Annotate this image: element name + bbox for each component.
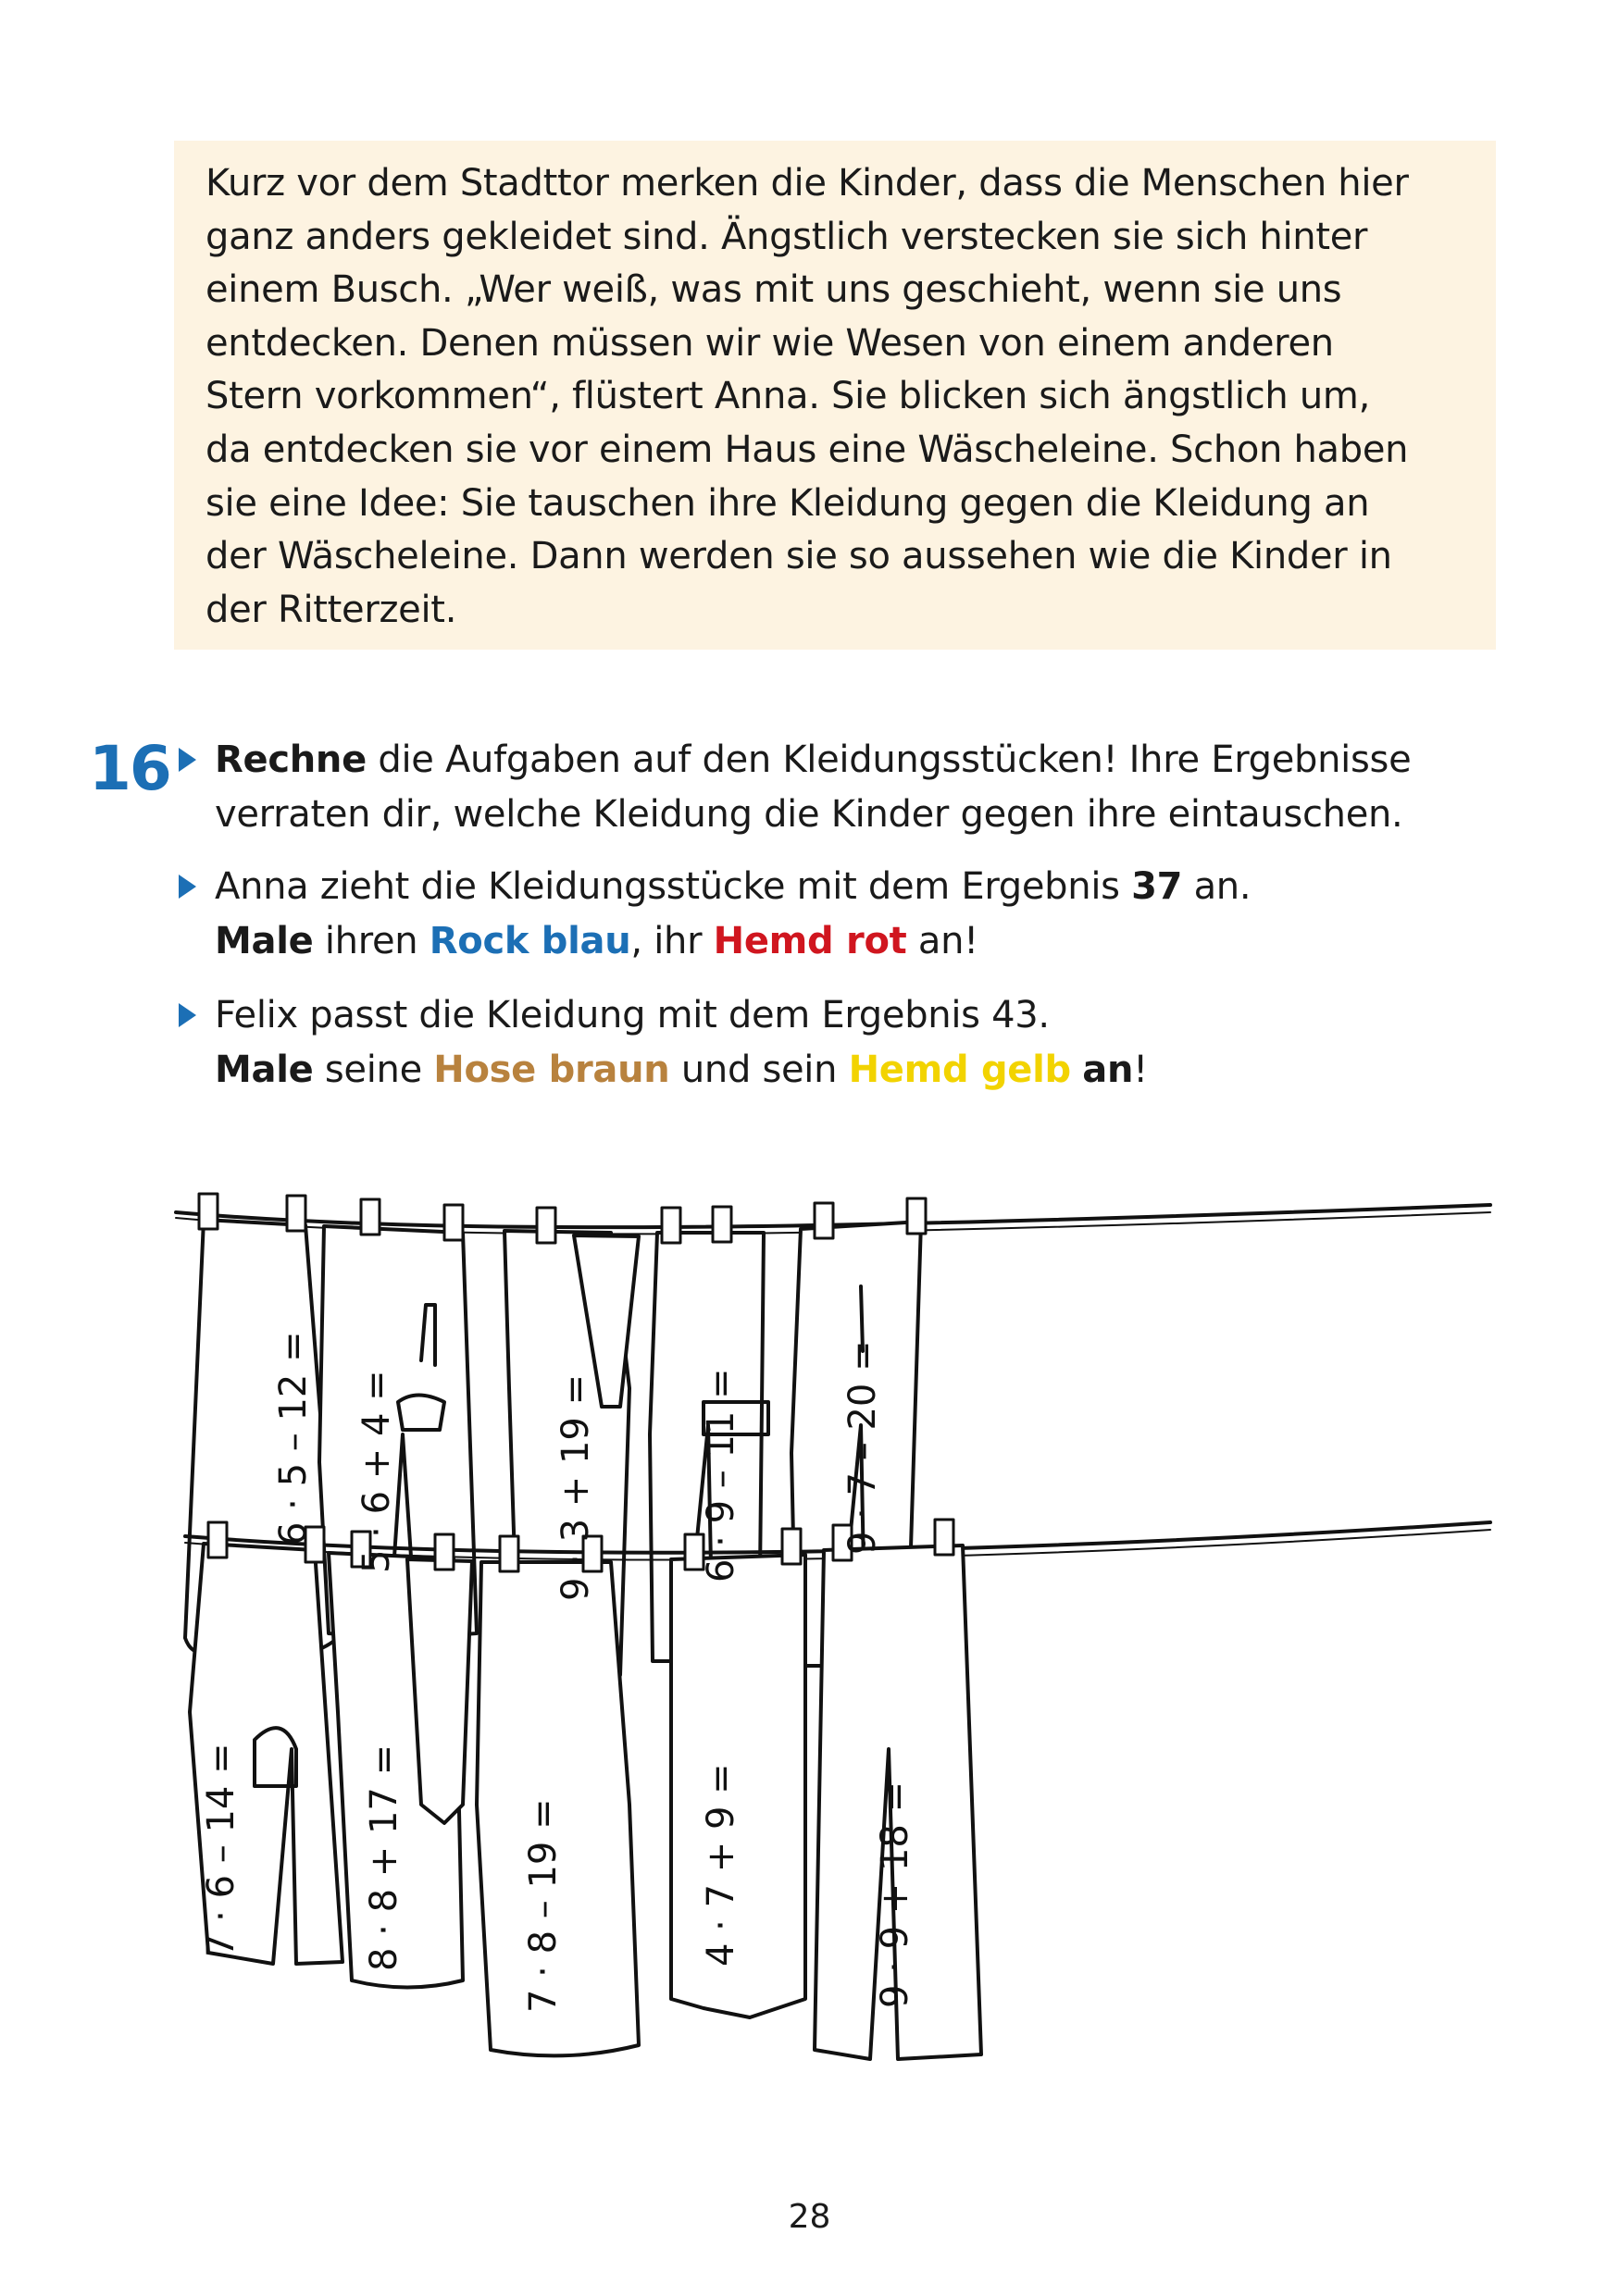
text: seine [313, 1049, 434, 1091]
instruction-line [174, 733, 1516, 788]
story-line: ganz anders gekleidet sind. Ängstlich verstecken sie sich hinter [205, 215, 1368, 258]
instruction-line: verraten dir, welche Kleidung die Kinder gegen ihre eintauschen. [215, 793, 1403, 836]
bold-word: an [1082, 1049, 1134, 1091]
text: an! [906, 920, 978, 962]
task-label: 9 · 7 – 20 = [841, 1340, 884, 1555]
story-line: da entdecken sie vor einem Haus eine Wäscheleine. Schon haben [205, 428, 1409, 471]
bullet-triangle-icon [179, 875, 196, 899]
text: , ihr [630, 920, 714, 962]
text: an. [1182, 865, 1252, 908]
instruction-line: Felix passt die Kleidung mit dem Ergebnis 43. [215, 994, 1050, 1036]
text: die Aufgaben auf den Kleidungsstücken! Ihre Ergebnisse [366, 738, 1412, 781]
task-instruction-2 [174, 860, 1516, 969]
result-number: 37 [1131, 865, 1183, 908]
color-instruction-blue: Rock blau [429, 920, 631, 962]
laundry-illustration [167, 1157, 1500, 2110]
text: ihren [313, 920, 430, 962]
bold-verb: Male [215, 1049, 314, 1091]
story-line: Stern vorkommen“, flüstert Anna. Sie blicken sich ängstlich um, [205, 375, 1371, 418]
story-line: entdecken. Denen müssen wir wie Wesen von einem anderen [205, 321, 1334, 365]
bullet-triangle-icon [179, 1003, 196, 1027]
story-line: der Wäscheleine. Dann werden sie so aussehen wie die Kinder in [205, 535, 1392, 578]
color-instruction-brown: Hose braun [433, 1049, 670, 1091]
bold-verb: Rechne [215, 738, 367, 781]
bullet-triangle-icon [179, 748, 196, 772]
task-instruction-3 [174, 988, 1516, 1098]
task-number: 16 [89, 733, 170, 804]
task-label: 4 · 7 + 9 = [700, 1763, 742, 1967]
instruction-line [174, 860, 1516, 914]
story-line: Kurz vor dem Stadttor merken die Kinder, dass die Menschen hier [205, 162, 1409, 205]
story-box [174, 141, 1496, 650]
task-label: 5 · 6 + 4 = [355, 1370, 398, 1573]
task-label: 7 · 6 – 14 = [200, 1743, 243, 1957]
text [1071, 1049, 1082, 1091]
task-label: 7 · 8 – 19 = [522, 1798, 565, 2013]
bold-verb: Male [215, 920, 314, 962]
story-line: einem Busch. „Wer weiß, was mit uns geschieht, wenn sie uns [205, 268, 1342, 312]
task-label: 9 · 9 + 18 = [874, 1781, 916, 2008]
text: ! [1133, 1049, 1148, 1091]
color-instruction-red: Hemd rot [713, 920, 907, 962]
instruction-line [174, 1043, 1516, 1098]
task-label: 6 · 5 – 12 = [272, 1331, 315, 1545]
task-label: 8 · 8 + 17 = [363, 1744, 405, 1971]
text: Anna zieht die Kleidungsstücke mit dem Ergebnis [215, 865, 1132, 908]
task-label: 9 · 3 + 19 = [554, 1373, 597, 1601]
text: und sein [669, 1049, 849, 1091]
task-label: 6 · 9 – 11 = [700, 1368, 742, 1582]
page-number: 28 [788, 2198, 831, 2236]
color-instruction-yellow: Hemd gelb [848, 1049, 1071, 1091]
instruction-line [174, 914, 1516, 969]
story-line: der Ritterzeit. [205, 588, 457, 631]
story-line: sie eine Idee: Sie tauschen ihre Kleidung gegen die Kleidung an [205, 481, 1370, 525]
task-instruction-1 [174, 733, 1516, 842]
